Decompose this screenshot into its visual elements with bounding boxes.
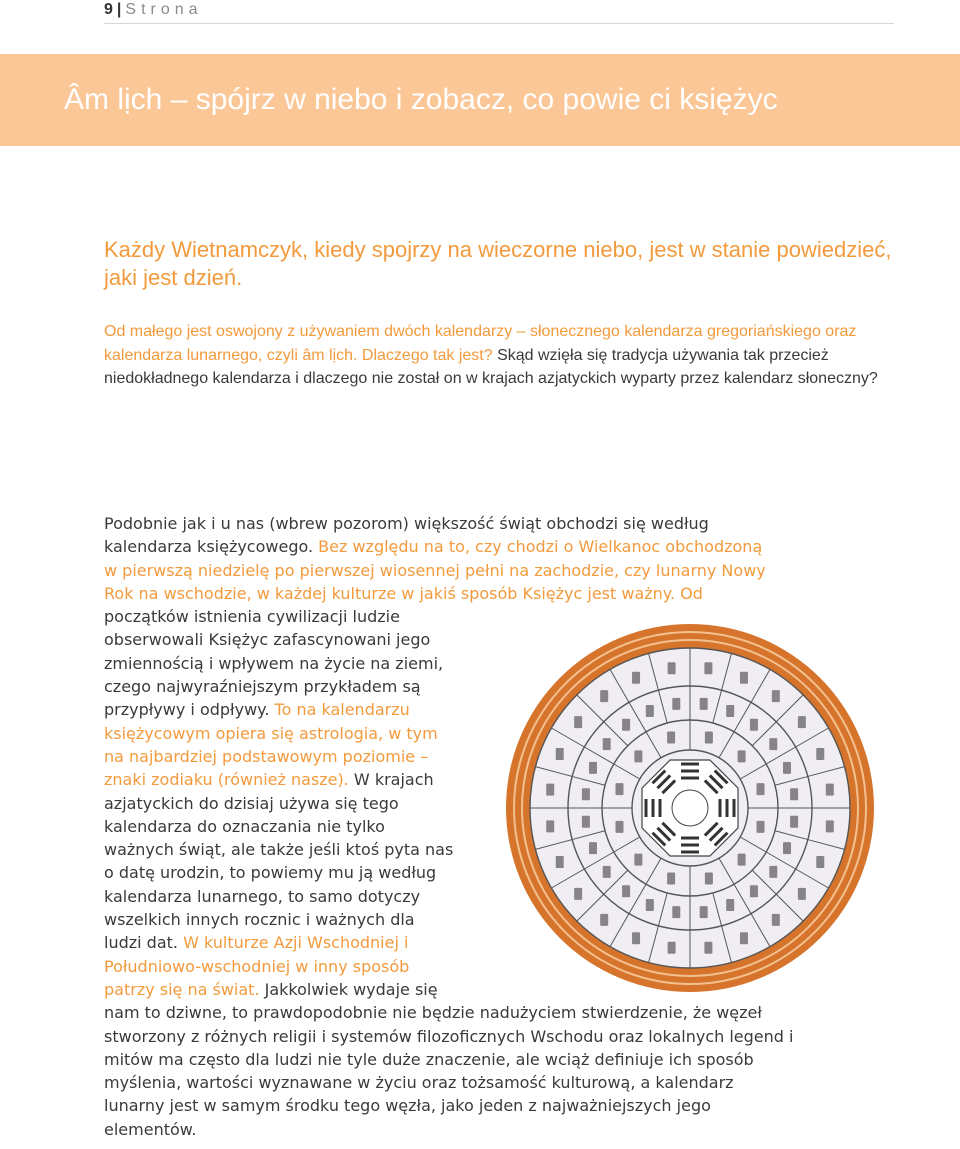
text-line: na najbardziej podstawowym poziomie – (104, 746, 429, 766)
intro-paragraph (104, 320, 904, 391)
page-header (104, 0, 894, 24)
text-line (104, 698, 904, 721)
text-line: kalendarza lunarnego, to samo dotyczy (104, 886, 421, 906)
text-line: stworzony z różnych religii i systemów filozoficznych Wschodu oraz lokalnych legend i (104, 1026, 794, 1046)
text-line: myślenia, wartości wyznawane w życiu oraz tożsamość kulturową, a kalendarz (104, 1073, 734, 1093)
accent-fragment: Bez względu na to, czy chodzi o Wielkanoc obchodzoną (313, 537, 763, 557)
text-fragment: ludzi dat. (104, 933, 178, 953)
text-line: wszelkich innych rocznic i ważnych dla (104, 910, 415, 930)
page-word: Strona (125, 1, 203, 18)
page-title: Âm lịch – spójrz w niebo i zobacz, co powie ci księżyc (64, 83, 778, 116)
page-number: 9 (104, 1, 113, 18)
main-paragraph (104, 512, 904, 1141)
text-line (104, 535, 904, 558)
text-line: kalendarza do oznaczania nie tylko (104, 816, 385, 836)
text-line: nam to dziwne, to prawdopodobnie nie będzie nadużyciem stwierdzenie, że węzeł (104, 1003, 762, 1023)
text-fragment: W krajach (348, 770, 434, 790)
text-line (104, 931, 904, 954)
text-line: mitów ma często dla ludzi nie tyle duże znaczenie, ale wciąż definiuje ich sposób (104, 1049, 754, 1069)
text-line: o datę urodzin, to powiemy mu ją według (104, 863, 437, 883)
text-line: czego najwyraźniejszym przykładem są (104, 677, 421, 697)
accent-fragment: To na kalendarzu (269, 700, 410, 720)
accent-fragment: Od (675, 583, 703, 603)
text-fragment: przypływy i odpływy. (104, 700, 270, 720)
text-line (104, 768, 904, 791)
lead-paragraph: Każdy Wietnamczyk, kiedy spojrzy na wieczorne niebo, jest w stanie powiedzieć, jaki jest dzień. (104, 237, 892, 290)
text-line: lunarny jest w samym środku tego węzła, jako jeden z najważniejszych jego (104, 1096, 711, 1116)
accent-fragment: znaki zodiaku (również nasze). (104, 770, 349, 790)
text-line: obserwowali Księżyc zafascynowani jego (104, 630, 431, 650)
accent-fragment: W kulturze Azji Wschodniej i (178, 933, 409, 953)
text-line (104, 978, 904, 1001)
text-line: zmiennością i wpływem na życie na ziemi, (104, 653, 444, 673)
text-line: w pierwszą niedzielę po pierwszej wiosennej pełni na zachodzie, czy lunarny Nowy (104, 560, 766, 580)
text-line: elementów. (104, 1119, 197, 1139)
text-line: azjatyckich do dzisiaj używa się tego (104, 793, 399, 813)
text-line: początków istnienia cywilizacji ludzie (104, 607, 400, 627)
text-line: ważnych świąt, ale także jeśli ktoś pyta nas (104, 840, 454, 860)
header-separator: | (116, 1, 122, 18)
intro-body-text: Skąd wzięła się tradycja używania tak przecież niedokładnego kalendarza i dlaczego nie został on w krajach azjatyckich wyparty przez kalendarz słoneczny? (104, 346, 878, 387)
text-line: Podobnie jak i u nas (wbrew pozorom) większość świąt obchodzi się według (104, 514, 709, 533)
accent-fragment: patrzy się na świat. (104, 979, 260, 999)
text-line (104, 582, 904, 605)
text-line: Południowo-wschodniej w inny sposób (104, 956, 410, 976)
text-line: księżycowym opiera się astrologia, w tym (104, 723, 438, 743)
text-fragment: Jakkolwiek wydaje się (259, 979, 438, 999)
accent-fragment: Rok na wschodzie, w każdej kulturze w jakiś sposób Księżyc jest ważny. (104, 583, 676, 603)
text-fragment: kalendarza księżycowego. (104, 537, 314, 557)
intro-accent-text: Od małego jest oswojony z używaniem dwóch kalendarzy – słonecznego kalendarza gregoriańskiego oraz kalendarza lunarnego, czyli âm lịch. Dlaczego tak jest? (104, 323, 857, 364)
